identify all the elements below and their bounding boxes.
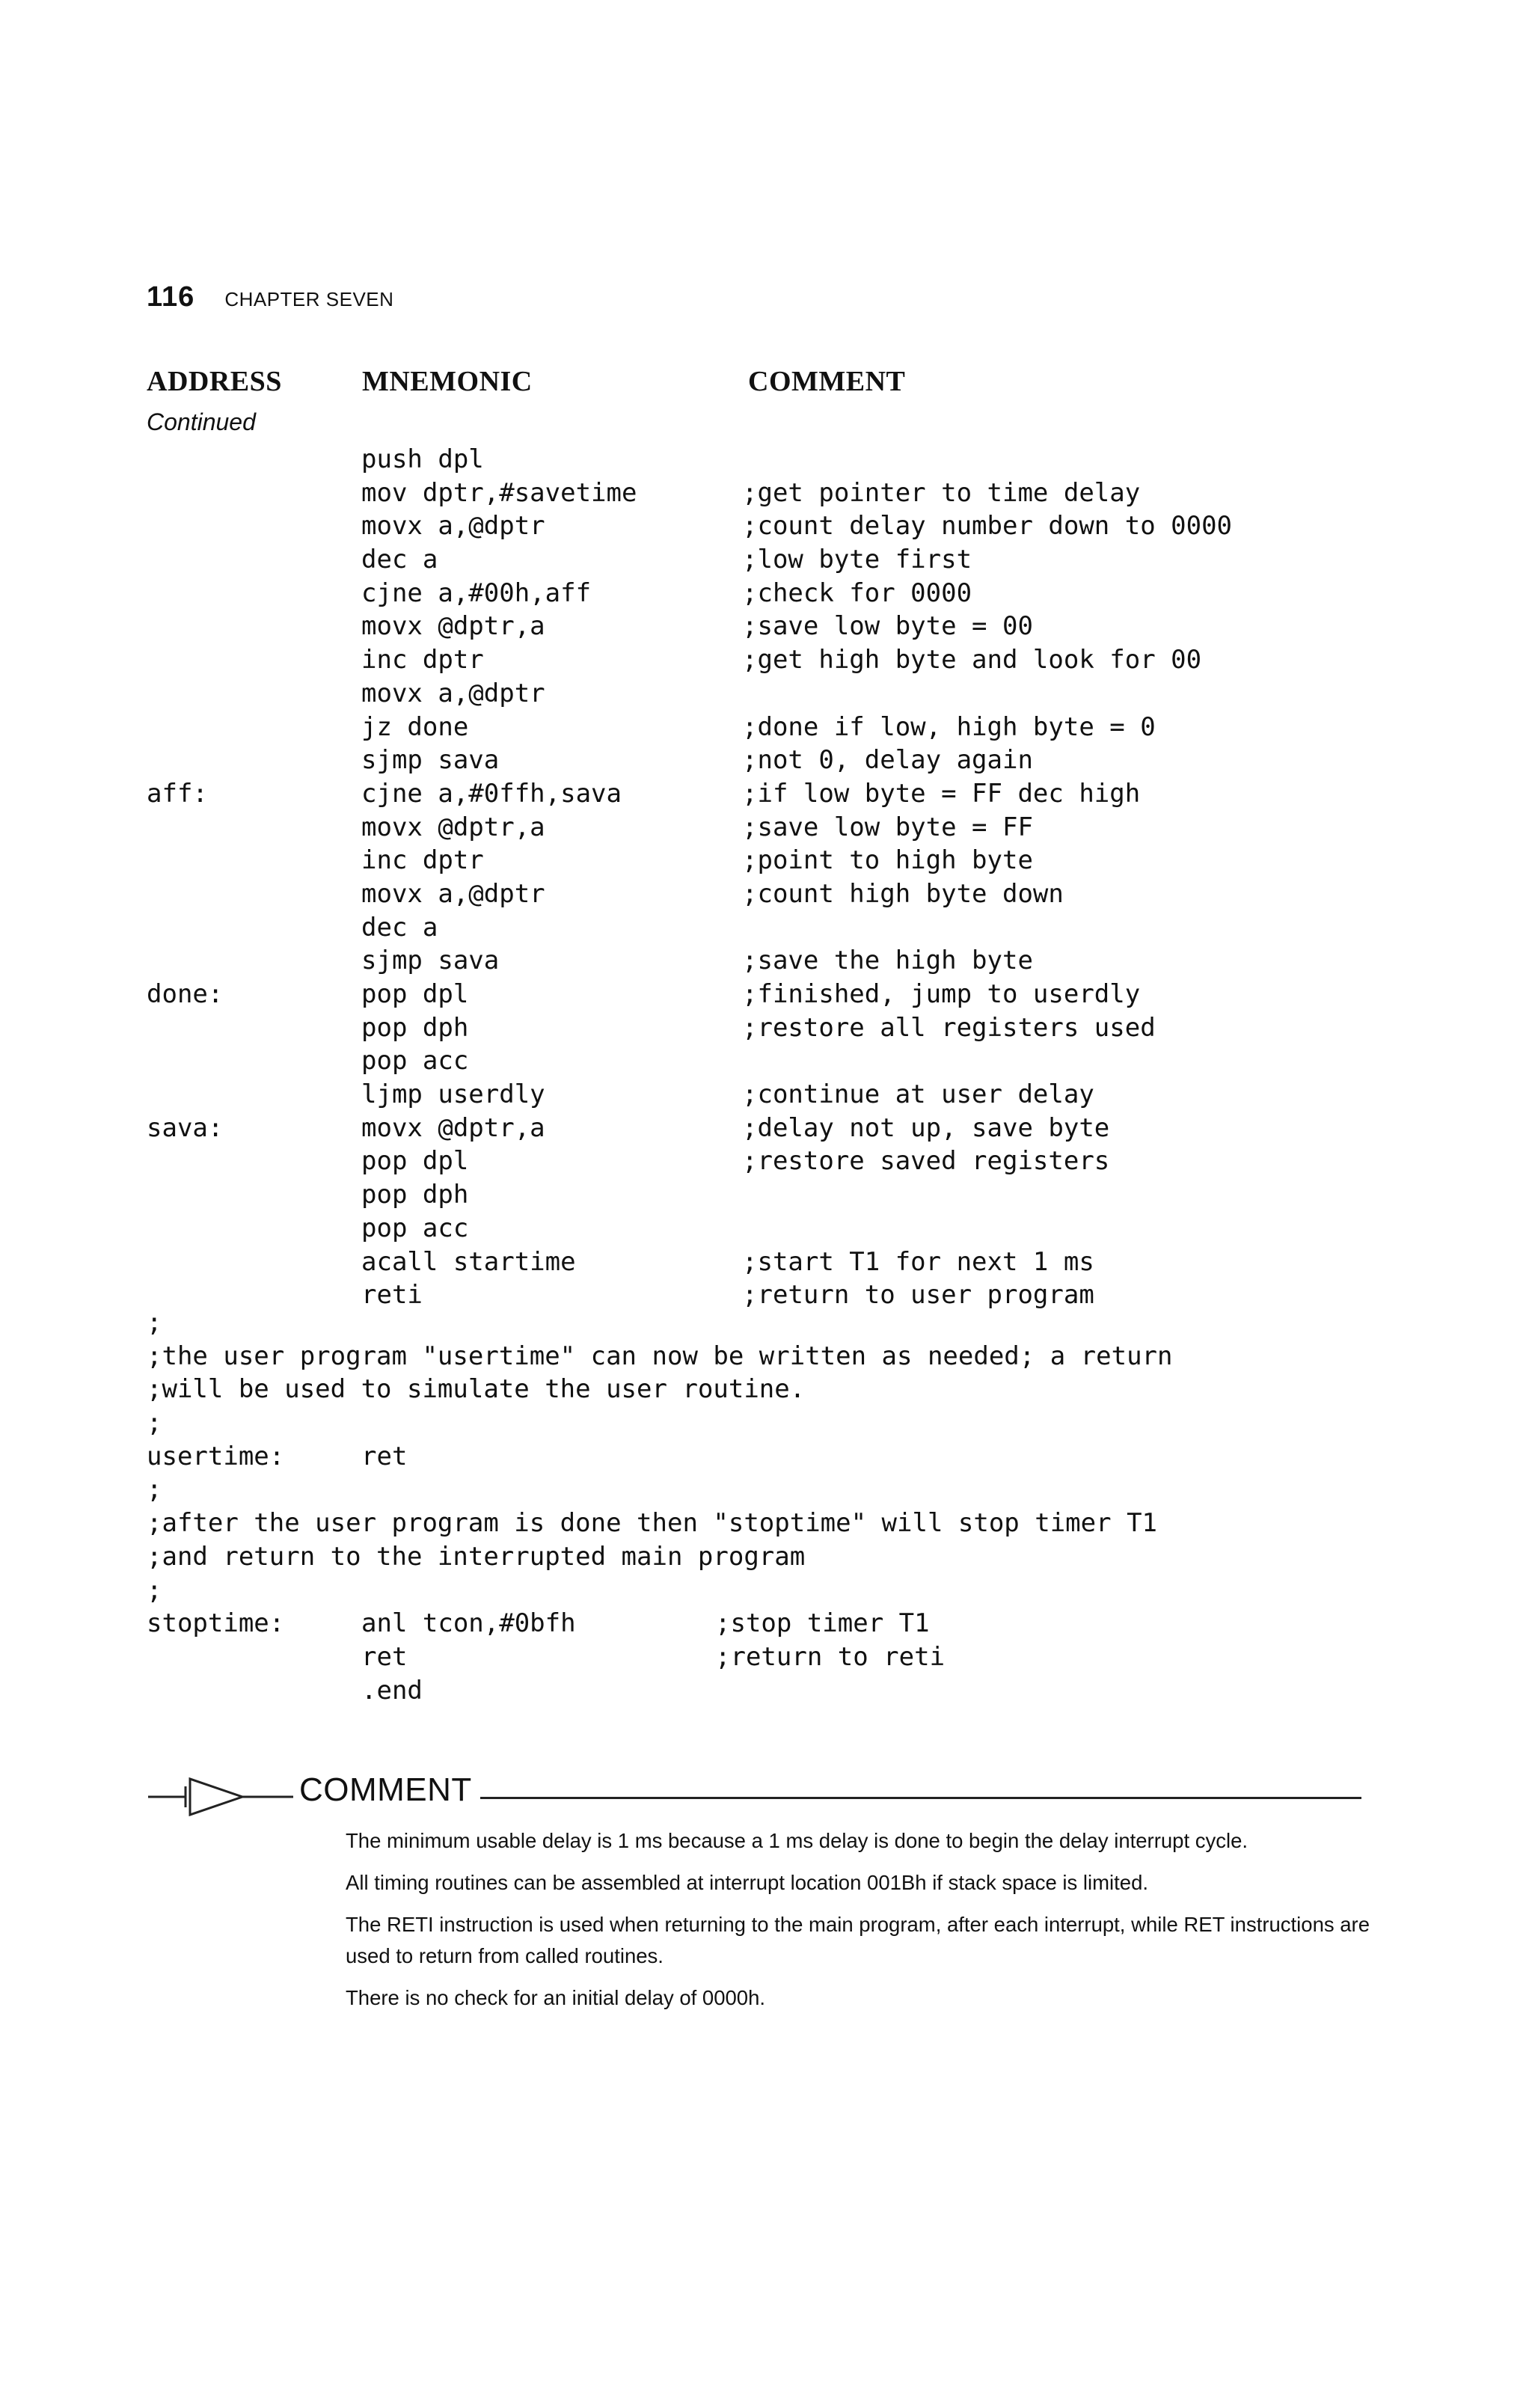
comment-text: ;done if low, high byte = 0 — [742, 711, 1156, 742]
line-col-0: stoptime: — [147, 1608, 285, 1639]
comment-text: ;save low byte = FF — [742, 812, 1033, 842]
code-line — [147, 1575, 1418, 1609]
code-row — [147, 1013, 1418, 1047]
comment-text: ;get pointer to time delay — [742, 477, 1141, 508]
code-row — [147, 779, 1418, 812]
line-col-0: ;will be used to simulate the user routine. — [147, 1374, 806, 1405]
code-trailer — [147, 1308, 1418, 1709]
column-header-comment: COMMENT — [748, 366, 906, 397]
code-line — [147, 1374, 1418, 1408]
line-col-0: ;and return to the interrupted main program — [147, 1541, 806, 1572]
mnemonic-text: movx a,@dptr — [361, 878, 545, 909]
code-line — [147, 1642, 1418, 1676]
code-line — [147, 1474, 1418, 1508]
code-row — [147, 478, 1418, 512]
code-row — [147, 611, 1418, 645]
comment-notes — [346, 1825, 1370, 2024]
line-col-0: usertime: — [147, 1441, 285, 1471]
line-col-0: ; — [147, 1308, 162, 1338]
code-row — [147, 1113, 1418, 1147]
code-row — [147, 1079, 1418, 1113]
code-row — [147, 913, 1418, 946]
mnemonic-text: movx a,@dptr — [361, 678, 545, 708]
mnemonic-text: pop dph — [361, 1012, 469, 1043]
mnemonic-text: acall startime — [361, 1246, 576, 1277]
mnemonic-text: movx a,@dptr — [361, 511, 545, 542]
line-col-0: ;the user program "usertime" can now be written as needed; a return — [147, 1341, 1173, 1371]
mnemonic-text: push dpl — [361, 444, 484, 474]
code-row — [147, 745, 1418, 779]
comment-note: All timing routines can be assembled at interrupt location 001Bh if stack space is limited. — [346, 1871, 1149, 1894]
comment-section-title: COMMENT — [299, 1771, 472, 1808]
line-col-0: ;after the user program is done then "stoptime" will stop timer T1 — [147, 1508, 1158, 1539]
code-row — [147, 712, 1418, 746]
mnemonic-text: movx @dptr,a — [361, 1112, 545, 1143]
code-line — [147, 1676, 1418, 1709]
code-row — [147, 578, 1418, 612]
comment-text: ;restore all registers used — [742, 1012, 1156, 1043]
mnemonic-text: cjne a,#00h,aff — [361, 578, 592, 608]
line-col-0: ; — [147, 1474, 162, 1505]
line-col-0: ; — [147, 1408, 162, 1439]
comment-text: ;finished, jump to userdly — [742, 979, 1141, 1009]
comment-arrow-icon — [147, 1771, 296, 1816]
mnemonic-text: mov dptr,#savetime — [361, 477, 637, 508]
comment-divider — [480, 1797, 1361, 1799]
code-line — [147, 1408, 1418, 1442]
code-listing — [147, 444, 1418, 1314]
mnemonic-text: pop dpl — [361, 1146, 469, 1177]
comment-text: ;start T1 for next 1 ms — [742, 1246, 1094, 1277]
mnemonic-text: reti — [361, 1280, 423, 1311]
comment-text: ;count high byte down — [742, 878, 1064, 909]
code-row — [147, 946, 1418, 979]
code-row — [147, 1180, 1418, 1213]
mnemonic-text: cjne a,#0ffh,sava — [361, 778, 622, 809]
comment-note: There is no check for an initial delay of 0000h. — [346, 1986, 766, 2009]
code-row — [147, 1213, 1418, 1247]
line-col-0: ; — [147, 1575, 162, 1605]
mnemonic-text: pop acc — [361, 1046, 469, 1076]
chapter-title: CHAPTER SEVEN — [224, 288, 394, 310]
comment-text: ;continue at user delay — [742, 1079, 1094, 1110]
line-col-1: .end — [361, 1675, 423, 1706]
comment-text: ;low byte first — [742, 545, 972, 575]
comment-text: ;point to high byte — [742, 845, 1033, 876]
code-row — [147, 1146, 1418, 1180]
code-row — [147, 444, 1418, 478]
comment-text: ;save low byte = 00 — [742, 611, 1033, 642]
comment-text: ;not 0, delay again — [742, 745, 1033, 776]
line-col-1: ret — [361, 1641, 408, 1672]
code-row — [147, 979, 1418, 1013]
code-line — [147, 1508, 1418, 1542]
address-label: aff: — [147, 778, 208, 809]
address-label: sava: — [147, 1112, 224, 1143]
comment-note: The minimum usable delay is 1 ms because a 1 ms delay is done to begin the delay interrupt cycle. — [346, 1829, 1248, 1852]
comment-text: ;if low byte = FF dec high — [742, 778, 1141, 809]
comment-text: ;restore saved registers — [742, 1146, 1110, 1177]
mnemonic-text: movx @dptr,a — [361, 812, 545, 842]
line-col-1: ret — [361, 1441, 408, 1471]
code-row — [147, 1046, 1418, 1079]
code-row — [147, 1247, 1418, 1281]
page-header — [147, 281, 393, 319]
code-line — [147, 1542, 1418, 1575]
code-row — [147, 879, 1418, 913]
code-line — [147, 1341, 1418, 1375]
mnemonic-text: ljmp userdly — [361, 1079, 545, 1110]
page-number: 116 — [147, 281, 195, 313]
code-row — [147, 678, 1418, 712]
line-col-2: ;stop timer T1 — [715, 1608, 930, 1639]
mnemonic-text: jz done — [361, 711, 469, 742]
mnemonic-text: dec a — [361, 545, 438, 575]
code-row — [147, 545, 1418, 578]
code-line — [147, 1308, 1418, 1341]
line-col-2: ;return to reti — [715, 1641, 946, 1672]
comment-banner — [147, 1771, 1361, 1816]
continued-label: Continued — [147, 408, 256, 435]
mnemonic-text: sjmp sava — [361, 745, 500, 776]
mnemonic-text: dec a — [361, 912, 438, 943]
column-header-mnemonic: MNEMONIC — [362, 366, 533, 397]
code-line — [147, 1608, 1418, 1642]
comment-text: ;count delay number down to 0000 — [742, 511, 1233, 542]
comment-text: ;return to user program — [742, 1280, 1094, 1311]
comment-text: ;get high byte and look for 00 — [742, 645, 1202, 675]
comment-text: ;delay not up, save byte — [742, 1112, 1110, 1143]
comment-note: The RETI instruction is used when returning to the main program, after each interrupt, while RET instructions are used to return from called routines. — [346, 1913, 1370, 1967]
code-row — [147, 812, 1418, 846]
comment-text: ;check for 0000 — [742, 578, 972, 608]
code-row — [147, 845, 1418, 879]
comment-text: ;save the high byte — [742, 946, 1033, 976]
line-col-1: anl tcon,#0bfh — [361, 1608, 576, 1639]
code-line — [147, 1442, 1418, 1475]
mnemonic-text: movx @dptr,a — [361, 611, 545, 642]
mnemonic-text: pop dpl — [361, 979, 469, 1009]
mnemonic-text: pop dph — [361, 1180, 469, 1210]
code-row — [147, 511, 1418, 545]
mnemonic-text: sjmp sava — [361, 946, 500, 976]
mnemonic-text: inc dptr — [361, 645, 484, 675]
column-header-address: ADDRESS — [147, 366, 282, 397]
address-label: done: — [147, 979, 224, 1009]
mnemonic-text: pop acc — [361, 1213, 469, 1243]
mnemonic-text: inc dptr — [361, 845, 484, 876]
code-row — [147, 645, 1418, 678]
